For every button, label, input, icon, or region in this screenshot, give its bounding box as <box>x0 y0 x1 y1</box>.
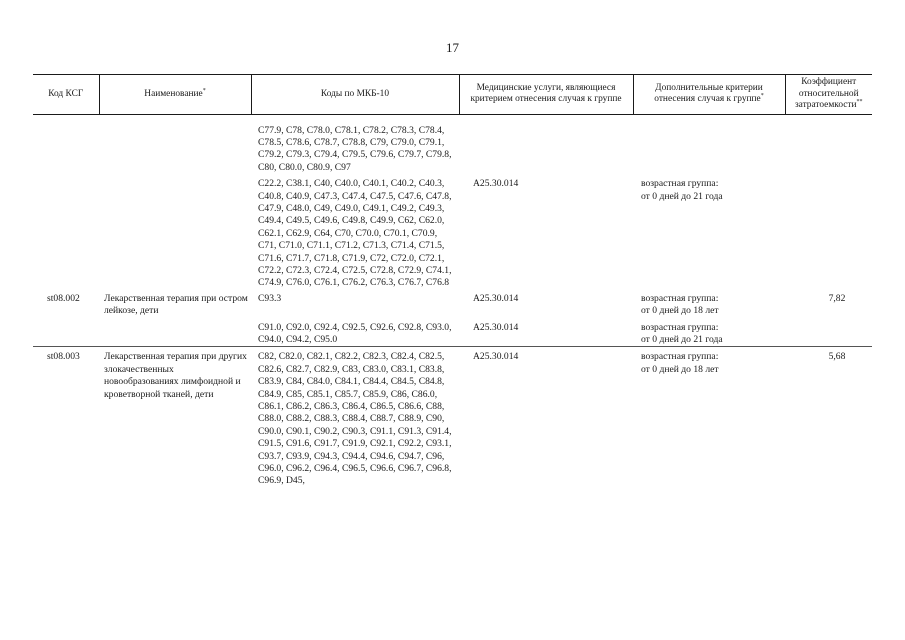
criteria-line: возрастная группа: <box>641 178 719 190</box>
criteria-line: возрастная группа: <box>641 292 719 304</box>
header-coef: Коэффициент относительной затратоемкости** <box>785 75 872 115</box>
cell-icd: C22.2, C38.1, C40, C40.0, C40.1, C40.2, C40.3, C40.8, C40.9, C47.3, C47.4, C47.5, C47.6, C47.8, C47.9, C48.0, C49, C49.0, C49.1, C49.2, C49.3, C49.4, C49.5, C49.6, C49.8, C49.9, C62, C62.0, C62.1, C62.9, C64, C70, C70.0, C70.1, C70.9, C71, C71.0, C71.1, C71.2, C71.3, C71.4, C71.5, C71.6, C71.7, C71.8, C71.9, C72, C72.0, C72.1, C72.2, C72.3, C72.4, C72.5, C72.8, C72.9, C74.1, C74.9, C76.0, C76.1, C76.2, C76.3, C76.7, C76.8 <box>258 178 452 289</box>
cell-code <box>33 174 99 290</box>
header-icd: Коды по МКБ-10 <box>251 75 459 115</box>
cell-services <box>459 114 633 174</box>
table-header <box>33 75 872 115</box>
table-row <box>33 318 872 347</box>
criteria-line: от 0 дней до 21 года <box>641 334 723 345</box>
cell-coef <box>785 318 872 347</box>
cell-coef <box>785 174 872 290</box>
table-row <box>33 290 872 318</box>
table-row <box>33 114 872 174</box>
cell-services: A25.30.014 <box>473 292 519 304</box>
header-row <box>33 75 872 115</box>
table-row <box>33 347 872 488</box>
cell-criteria <box>633 347 785 488</box>
header-services: Медицинские услуги, являющиеся критерием отнесения случая к группе <box>459 75 633 115</box>
header-criteria: Дополнительные критерии отнесения случая к группе* <box>633 75 785 115</box>
cell-criteria <box>633 290 785 318</box>
cell-name <box>99 318 251 347</box>
cell-name: Лекарственная терапия при других злокачественных новообразованиях лимфоидной и кроветворной тканей, дети <box>99 347 251 488</box>
cell-icd: C91.0, C92.0, C92.4, C92.5, C92.6, C92.8, C93.0, C94.0, C94.2, C95.0 <box>258 321 452 345</box>
table-body <box>33 114 872 488</box>
cell-code <box>33 114 99 174</box>
criteria-line: возрастная группа: <box>641 321 719 333</box>
header-code: Код КСГ <box>33 75 99 115</box>
criteria-line: от 0 дней до 18 лет <box>641 363 719 375</box>
criteria-line: от 0 дней до 21 года <box>641 190 723 202</box>
cell-coef: 7,82 <box>828 292 846 304</box>
cell-coef: 5,68 <box>785 347 872 488</box>
cell-services: A25.30.014 <box>473 178 519 190</box>
table-row <box>33 174 872 290</box>
cell-name <box>99 114 251 174</box>
header-name: Наименование* <box>99 75 251 115</box>
cell-code: st08.002 <box>47 292 80 304</box>
cell-criteria <box>633 318 785 347</box>
ksg-table <box>33 74 872 488</box>
cell-name <box>99 174 251 290</box>
page-number: 17 <box>446 40 459 55</box>
cell-icd: C82, C82.0, C82.1, C82.2, C82.3, C82.4, C82.5, C82.6, C82.7, C82.9, C83, C83.0, C83.1, C83.8, C83.9, C84, C84.0, C84.1, C84.4, C84.5, C84.8, C84.9, C85, C85.1, C85.7, C85.9, C86, C86.0, C86.1, C86.2, C86.3, C86.4, C86.5, C86.6, C88, C88.0, C88.2, C88.3, C88.4, C88.7, C88.9, C90, C90.0, C90.1, C90.2, C90.3, C91.1, C91.3, C91.4, C91.5, C91.6, C91.7, C91.9, C92.1, C92.2, C93.1, C93.7, C93.9, C94.3, C94.4, C94.6, C94.7, C96, C96.0, C96.2, C96.4, C96.5, C96.6, C96.7, C96.8, C96.9, D45, <box>251 347 459 488</box>
criteria-line: возрастная группа: <box>641 351 719 363</box>
cell-icd: C77.9, C78, C78.0, C78.1, C78.2, C78.3, C78.4, C78.5, C78.6, C78.7, C78.8, C79, C79.0, C79.1, C79.2, C79.3, C79.4, C79.5, C79.6, C79.7, C79.8, C80, C80.0, C80.9, C97 <box>258 124 452 173</box>
cell-coef <box>785 114 872 174</box>
cell-code <box>33 318 99 347</box>
cell-icd: C93.3 <box>258 292 282 304</box>
cell-criteria <box>633 114 785 174</box>
cell-criteria <box>633 174 785 290</box>
cell-code: st08.003 <box>33 347 99 488</box>
cell-services: A25.30.014 <box>459 347 633 488</box>
cell-services: A25.30.014 <box>473 321 519 333</box>
cell-name: Лекарственная терапия при остром лейкозе, дети <box>104 292 248 317</box>
criteria-line: от 0 дней до 18 лет <box>641 305 719 317</box>
